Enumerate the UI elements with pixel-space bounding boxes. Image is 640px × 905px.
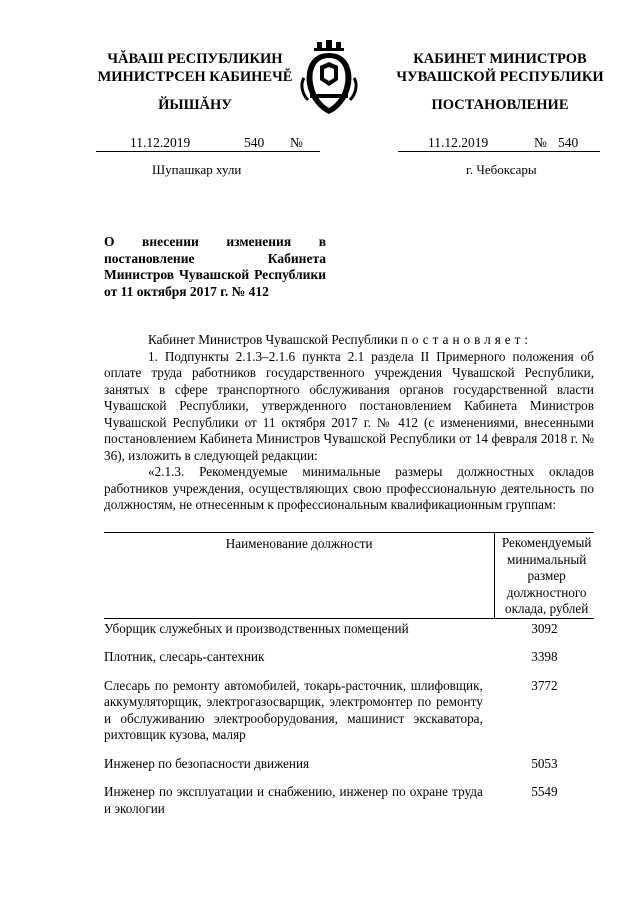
header-right-kind: ПОСТАНОВЛЕНИЕ [431,97,569,113]
table-row [104,756,594,785]
document-body [104,332,594,514]
header-right-line2: ЧУВАШСКОЙ РЕСПУБЛИКИ [396,69,604,85]
coat-of-arms-emblem [296,40,362,116]
table-cell-position: Уборщик служебных и производственных помещений [104,620,409,636]
left-number-sign: № [290,135,303,150]
header-left-line1: ЧĂВАШ РЕСПУБЛИКИН [107,51,283,67]
table-cell-position: Инженер по безопасности движения [104,755,310,771]
table-cell-salary: 3398 [531,649,558,664]
intro-line [104,332,594,349]
table-cell-position: Инженер по эксплуатации и снабжению, инженер по охране труда и экологии [104,784,483,816]
document-title: О внесении изменения в постановление Кабинета Министров Чувашской Республики от 11 октября 2017 г. № 412 [104,234,326,299]
right-city: г. Чебоксары [466,162,537,177]
left-date-number-line [96,135,320,152]
left-date: 11.12.2019 [130,135,191,150]
header-right-line1: КАБИНЕТ МИНИСТРОВ [413,51,587,67]
right-date-number-line [398,135,600,152]
table-cell-salary: 5053 [531,755,558,771]
right-number-sign: № [534,135,547,150]
table-cell-position: Слесарь по ремонту автомобилей, токарь-расточник, шлифовщик, аккумуляторщик, электрогазосварщик, электромонтер по ремонту и обслуживанию электрооборудования, машинист экскаватора, рихтовщик кузова, маляр [104,677,483,742]
right-date: 11.12.2019 [428,135,489,150]
table-cell-position: Плотник, слесарь-сантехник [104,649,265,664]
table-row [104,678,594,756]
table-header-position: Наименование должности [104,533,495,619]
header-left [70,50,320,86]
header-left-line2: МИНИСТРСЕН КАБИНЕЧĔ [97,69,293,85]
intro-verb: постановляет: [400,332,533,347]
right-number: 540 [558,135,579,150]
header-left-kind: ЙЫШĂНУ [158,97,232,113]
salary-table [104,532,594,817]
table-cell-salary: 5549 [531,784,558,799]
table-cell-salary: 3772 [531,677,558,693]
intro-name: Кабинет Министров Чувашской Республики [148,332,398,347]
paragraph-1: 1. Подпункты 2.1.3–2.1.6 пункта 2.1 раздела II Примерного положения об оплате труда работников государственного учреждения Чувашской Республики, занятых в сфере транспортного обслуживания органов государственной власти Чувашской Республики, утвержденного постановлением Кабинета Министров Чувашской Республики от 11 октября 2017 г. № 412 (с изменениями, внесенными постановлением Кабинета Министров Чувашской Республики от 14 февраля 2018 г. № 36), изложить в следующей редакции: [104,348,594,463]
table-row [104,649,594,678]
header-right [380,50,620,86]
table-cell-salary: 3092 [531,620,558,636]
paragraph-2: «2.1.3. Рекомендуемые минимальные размеры должностных окладов работников учреждения, осуществляющих свою профессиональную деятельность по должностям, не отнесенным к профессиональным квалификационным группам: [104,464,594,512]
left-number: 540 [244,135,265,150]
table-row [104,618,594,649]
table-row [104,784,594,817]
table-header-salary: Рекомендуемый минимальный размер должностного оклада, рублей [495,533,594,619]
table-header-row [104,533,594,619]
left-city: Шупашкар хули [152,162,242,177]
